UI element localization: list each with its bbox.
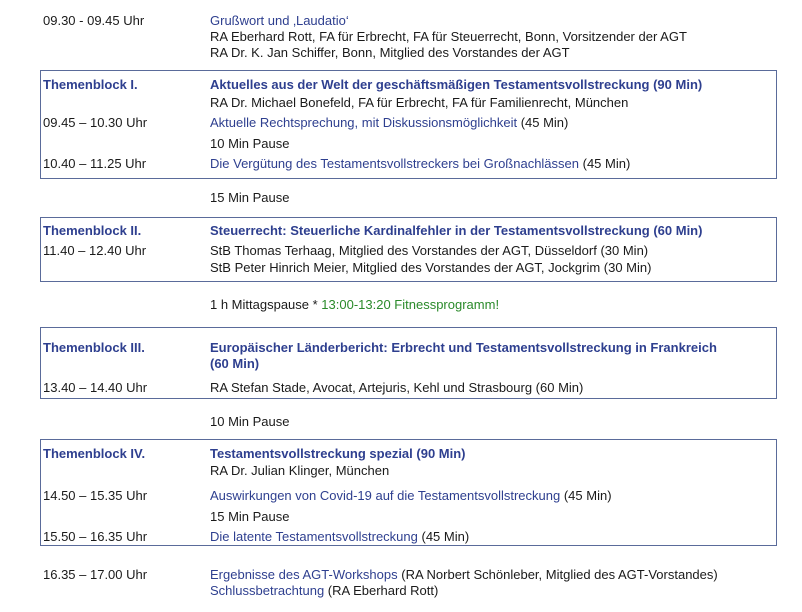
opening-speaker-2: RA Dr. K. Jan Schiffer, Bonn, Mitglied des Vorstandes der AGT (210, 45, 570, 60)
block4-session2 (210, 529, 469, 545)
block4-speaker: RA Dr. Julian Klinger, München (210, 463, 390, 478)
block1-session1-time: 09.45 – 10.30 Uhr (43, 115, 148, 130)
block4-session2-time: 15.50 – 16.35 Uhr (43, 529, 148, 544)
block4-title: Testamentsvollstreckung spezial (90 Min) (210, 446, 466, 461)
block2-speaker-2: StB Peter Hinrich Meier, Mitglied des Vorstandes der AGT, Jockgrim (30 Min) (210, 260, 652, 275)
block1-session1-title: Aktuelle Rechtsprechung, mit Diskussionsmöglichkeit (210, 115, 518, 130)
closing-title-1: Ergebnisse des AGT-Workshops (210, 567, 398, 582)
block3-label: Themenblock III. (43, 340, 145, 355)
block1-session2-time: 10.40 – 11.25 Uhr (43, 156, 147, 171)
lunch-text: 1 h Mittagspause * (210, 297, 322, 312)
block1-session2-title: Die Vergütung des Testamentsvollstreckers bei Großnachlässen (210, 156, 580, 171)
block1-speaker: RA Dr. Michael Bonefeld, FA für Erbrecht, FA für Familienrecht, München (210, 95, 629, 110)
block4-session1-title: Auswirkungen von Covid-19 auf die Testamentsvollstreckung (210, 488, 561, 503)
closing-title-2: Schlussbetrachtung (210, 583, 325, 598)
block3-title-line2: (60 Min) (210, 356, 260, 371)
block4-session1-time: 14.50 – 15.35 Uhr (43, 488, 148, 503)
closing-time: 16.35 – 17.00 Uhr (43, 567, 148, 582)
block1-session1 (210, 115, 568, 131)
block1-session1-duration: (45 Min) (517, 115, 569, 130)
block4-label: Themenblock IV. (43, 446, 146, 461)
block1-pause: 10 Min Pause (210, 136, 290, 151)
closing-item-2 (210, 583, 438, 599)
fitness-program: 13:00-13:20 Fitnessprogramm! (321, 297, 500, 312)
block4-pause: 15 Min Pause (210, 509, 290, 524)
block2-speaker-1: StB Thomas Terhaag, Mitglied des Vorstandes der AGT, Düsseldorf (30 Min) (210, 243, 649, 258)
block1-session2 (210, 156, 630, 172)
block2-label: Themenblock II. (43, 223, 142, 238)
lunch-break (210, 297, 499, 313)
opening-title: Grußwort und ‚Laudatio‘ (210, 13, 349, 28)
pause-10min: 10 Min Pause (210, 414, 290, 429)
block3-title-line1: Europäischer Länderbericht: Erbrecht und Testamentsvollstreckung in Frankreich (210, 340, 717, 355)
closing-detail-2: (RA Eberhard Rott) (324, 583, 439, 598)
opening-time: 09.30 - 09.45 Uhr (43, 13, 145, 28)
block1-session2-duration: (45 Min) (579, 156, 631, 171)
block3-time: 13.40 – 14.40 Uhr (43, 380, 148, 395)
closing-item-1 (210, 567, 718, 583)
block4-session1-duration: (45 Min) (560, 488, 612, 503)
block2-time: 11.40 – 12.40 Uhr (43, 243, 147, 258)
block1-title: Aktuelles aus der Welt der geschäftsmäßigen Testamentsvollstreckung (90 Min) (210, 77, 703, 92)
closing-detail-1: (RA Norbert Schönleber, Mitglied des AGT-Vorstandes) (397, 567, 718, 582)
block2-title: Steuerrecht: Steuerliche Kardinalfehler in der Testamentsvollstreckung (60 Min) (210, 223, 703, 238)
block4-session2-title: Die latente Testamentsvollstreckung (210, 529, 418, 544)
pause-15min: 15 Min Pause (210, 190, 290, 205)
block4-session2-duration: (45 Min) (417, 529, 470, 544)
block1-label: Themenblock I. (43, 77, 138, 92)
opening-speaker-1: RA Eberhard Rott, FA für Erbrecht, FA für Steuerrecht, Bonn, Vorsitzender der AGT (210, 29, 687, 44)
block4-session1 (210, 488, 612, 504)
block3-speaker: RA Stefan Stade, Avocat, Artejuris, Kehl und Strasbourg (60 Min) (210, 380, 584, 395)
